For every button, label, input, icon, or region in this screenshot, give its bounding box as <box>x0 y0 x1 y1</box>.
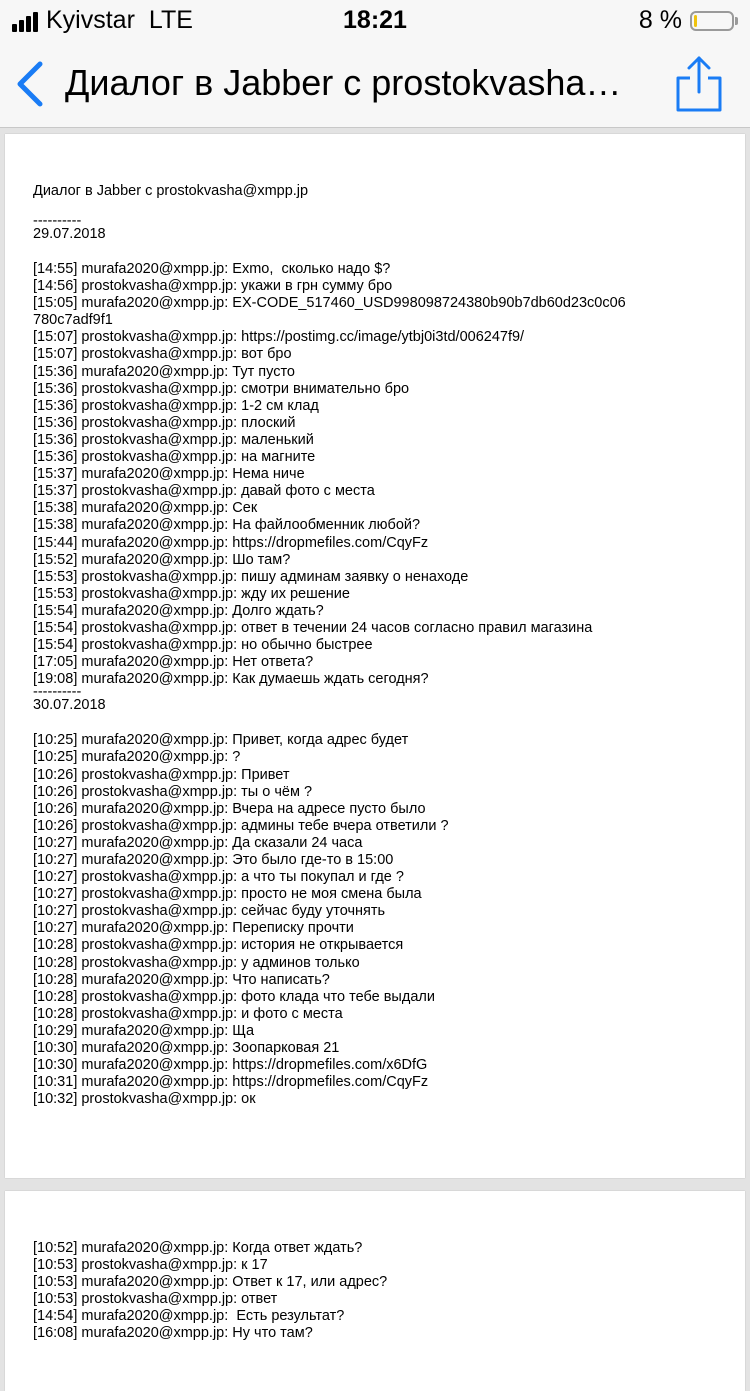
chat-message: [15:07] prostokvasha@xmpp.jp: https://postimg.cc/image/ytbj0i3td/006247f9/ <box>33 329 525 346</box>
chat-message: [10:28] prostokvasha@xmpp.jp: фото клада что тебе выдали <box>33 988 435 1005</box>
chat-message: [15:36] prostokvasha@xmpp.jp: 1-2 см клад <box>33 397 319 414</box>
section-separator: ---------- <box>33 217 82 226</box>
message-list <box>33 1240 745 1342</box>
message-list <box>33 261 745 688</box>
page-title: Диалог в Jabber с prostokvasha… <box>65 62 622 103</box>
chat-message: [16:08] murafa2020@xmpp.jp: Ну что там? <box>33 1325 313 1341</box>
chat-message: [15:38] murafa2020@xmpp.jp: Сек <box>33 500 258 517</box>
message-list <box>33 732 745 1108</box>
battery-percent: 8 % <box>638 6 682 34</box>
chat-message: [15:36] prostokvasha@xmpp.jp: плоский <box>33 414 296 431</box>
chat-message: [15:44] murafa2020@xmpp.jp: https://dropmefiles.com/CqyFz <box>33 534 429 551</box>
chat-message: [15:54] prostokvasha@xmpp.jp: ответ в течении 24 часов согласно правил магазина <box>33 619 593 636</box>
chat-message: [10:28] prostokvasha@xmpp.jp: у админов только <box>33 954 360 971</box>
status-time: 18:21 <box>343 6 407 34</box>
chat-message: [15:38] murafa2020@xmpp.jp: На файлообменник любой? <box>33 517 421 534</box>
chat-message: [15:53] prostokvasha@xmpp.jp: жду их решение <box>33 585 350 602</box>
chat-message: [14:56] prostokvasha@xmpp.jp: укажи в грн сумму бро <box>33 278 393 295</box>
chat-message: [15:36] murafa2020@xmpp.jp: Тут пусто <box>33 363 295 380</box>
chat-message: [10:30] murafa2020@xmpp.jp: Зоопарковая 21 <box>33 1040 340 1057</box>
chat-message: [14:54] murafa2020@xmpp.jp: Есть результат? <box>33 1308 345 1324</box>
chat-message: [10:32] prostokvasha@xmpp.jp: ок <box>33 1091 256 1108</box>
chat-message: [10:26] prostokvasha@xmpp.jp: Привет <box>33 766 290 783</box>
status-bar <box>0 0 750 40</box>
chat-message: [10:26] prostokvasha@xmpp.jp: админы тебе вчера ответили ? <box>33 817 449 834</box>
chat-message: [10:27] murafa2020@xmpp.jp: Это было где-то в 15:00 <box>33 852 394 868</box>
status-right <box>639 6 738 35</box>
chat-message: [15:54] prostokvasha@xmpp.jp: но обычно быстрее <box>33 637 373 654</box>
document-page-1 <box>5 134 745 1178</box>
chat-message: [10:26] murafa2020@xmpp.jp: Вчера на адресе пусто было <box>33 800 426 817</box>
chat-message: [15:36] prostokvasha@xmpp.jp: на магните <box>33 449 316 466</box>
chat-message: [10:53] murafa2020@xmpp.jp: Ответ к 17, или адрес? <box>33 1274 388 1290</box>
battery-level <box>694 15 697 27</box>
document-title: Диалог в Jabber с prostokvasha@xmpp.jp <box>33 183 309 199</box>
chat-message: [10:27] murafa2020@xmpp.jp: Да сказали 24 часа <box>33 834 363 851</box>
chat-message: [15:52] murafa2020@xmpp.jp: Шо там? <box>33 551 291 568</box>
carrier-name: Kyivstar <box>46 6 135 34</box>
chat-message: [10:27] murafa2020@xmpp.jp: Переписку прочти <box>33 920 354 937</box>
chat-message: [15:37] murafa2020@xmpp.jp: Нема ниче <box>33 466 305 483</box>
chat-message: [10:53] prostokvasha@xmpp.jp: ответ <box>33 1291 278 1307</box>
navigation-bar <box>0 40 750 128</box>
chat-message: [15:36] prostokvasha@xmpp.jp: маленький <box>33 431 314 448</box>
chat-message: [14:55] murafa2020@xmpp.jp: Exmo, сколько надо $? <box>33 261 391 277</box>
chat-message: [10:27] prostokvasha@xmpp.jp: сейчас буду уточнять <box>33 903 386 920</box>
chat-message: [17:05] murafa2020@xmpp.jp: Нет ответа? <box>33 654 314 671</box>
battery-tip <box>735 17 738 25</box>
chat-message: [19:08] murafa2020@xmpp.jp: Как думаешь ждать сегодня? <box>33 671 429 688</box>
document-page-2 <box>5 1191 745 1391</box>
chat-message: [10:29] murafa2020@xmpp.jp: Ща <box>33 1022 255 1039</box>
chat-message: [10:26] prostokvasha@xmpp.jp: ты о чём ? <box>33 783 313 800</box>
share-icon[interactable] <box>672 54 726 114</box>
section-date: 29.07.2018 <box>33 226 106 242</box>
chat-message: [15:07] prostokvasha@xmpp.jp: вот бро <box>33 346 292 363</box>
chat-message: [15:53] prostokvasha@xmpp.jp: пишу админам заявку о ненаходе <box>33 568 469 585</box>
chat-message: [10:28] murafa2020@xmpp.jp: Что написать? <box>33 971 330 988</box>
chat-message: [15:36] prostokvasha@xmpp.jp: смотри внимательно бро <box>33 380 410 397</box>
chat-message: [10:25] murafa2020@xmpp.jp: ? <box>33 749 241 766</box>
chat-message: [10:53] prostokvasha@xmpp.jp: к 17 <box>33 1257 268 1273</box>
chat-message: [10:28] prostokvasha@xmpp.jp: история не открывается <box>33 937 404 954</box>
chat-message: [10:25] murafa2020@xmpp.jp: Привет, когда адрес будет <box>33 732 409 749</box>
chat-message: [15:05] murafa2020@xmpp.jp: EX-CODE_517460_USD998098724380b90b7db60d23c0c06780c7adf9f1 <box>33 295 626 329</box>
section-separator: ---------- <box>33 688 82 698</box>
chat-message: [10:27] prostokvasha@xmpp.jp: а что ты покупал и где ? <box>33 869 404 886</box>
chat-message: [10:31] murafa2020@xmpp.jp: https://dropmefiles.com/CqyFz <box>33 1074 429 1091</box>
chat-message: [10:52] murafa2020@xmpp.jp: Когда ответ ждать? <box>33 1240 363 1256</box>
chat-message: [15:37] prostokvasha@xmpp.jp: давай фото с места <box>33 483 375 500</box>
chevron-left-icon[interactable] <box>12 60 48 108</box>
chat-message: [10:27] prostokvasha@xmpp.jp: просто не моя смена была <box>33 886 422 903</box>
chat-message: [10:28] prostokvasha@xmpp.jp: и фото с места <box>33 1005 343 1022</box>
chat-message: [10:30] murafa2020@xmpp.jp: https://dropmefiles.com/x6DfG <box>33 1057 428 1074</box>
chat-message: [15:54] murafa2020@xmpp.jp: Долго ждать? <box>33 602 324 619</box>
section-date: 30.07.2018 <box>33 697 106 714</box>
battery-icon <box>690 11 734 31</box>
network-type: LTE <box>148 6 193 34</box>
